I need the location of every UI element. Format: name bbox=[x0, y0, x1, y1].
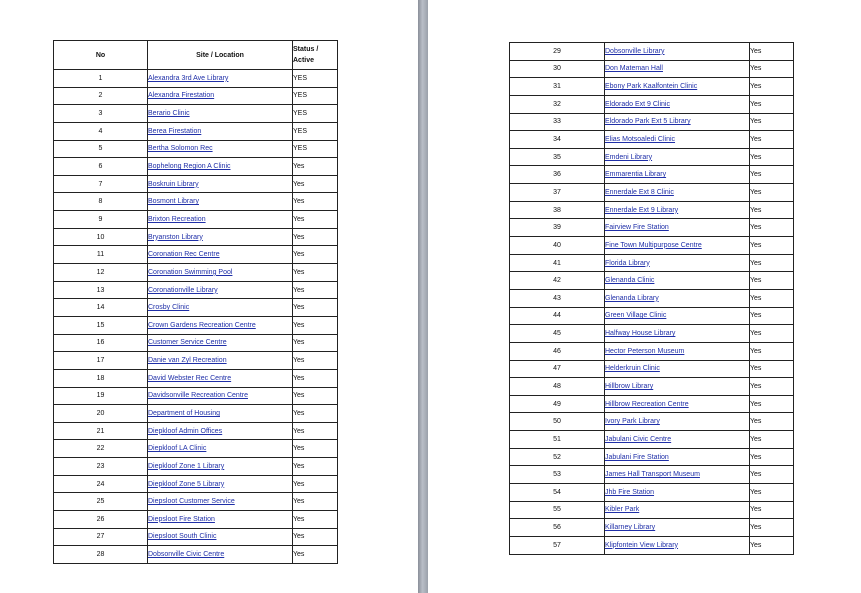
row-number: 50 bbox=[510, 413, 605, 431]
site-link[interactable]: Davidsonville Recreation Centre bbox=[148, 392, 248, 400]
status-cell: YES bbox=[293, 140, 338, 158]
site-link[interactable]: David Webster Rec Centre bbox=[148, 374, 232, 382]
table-row bbox=[54, 175, 338, 193]
row-number: 25 bbox=[54, 493, 148, 511]
row-number: 4 bbox=[54, 122, 148, 140]
site-link[interactable]: Florida Library bbox=[605, 259, 650, 267]
row-number: 14 bbox=[54, 299, 148, 317]
row-number: 16 bbox=[54, 334, 148, 352]
site-cell bbox=[605, 166, 750, 184]
site-link[interactable]: James Hall Transport Museum bbox=[605, 471, 700, 479]
site-link[interactable]: Fine Town Multipurpose Centre bbox=[605, 241, 702, 249]
table-row bbox=[54, 493, 338, 511]
table-row bbox=[54, 246, 338, 264]
row-number: 38 bbox=[510, 201, 605, 219]
row-number: 31 bbox=[510, 78, 605, 96]
site-cell bbox=[605, 342, 750, 360]
status-cell: Yes bbox=[293, 511, 338, 529]
table-row bbox=[54, 264, 338, 282]
status-cell: Yes bbox=[293, 458, 338, 476]
site-cell bbox=[148, 493, 293, 511]
site-cell bbox=[148, 352, 293, 370]
status-cell: Yes bbox=[750, 395, 794, 413]
status-cell: Yes bbox=[293, 422, 338, 440]
status-cell: Yes bbox=[750, 237, 794, 255]
site-link[interactable]: Elias Motsoaledi Clinic bbox=[605, 136, 676, 144]
site-link[interactable]: Klipfontein View Library bbox=[605, 541, 679, 549]
row-number: 43 bbox=[510, 289, 605, 307]
site-cell bbox=[605, 60, 750, 78]
table-row bbox=[510, 378, 794, 396]
site-link[interactable]: Crosby Clinic bbox=[148, 304, 190, 312]
table-row bbox=[54, 475, 338, 493]
status-cell: Yes bbox=[750, 325, 794, 343]
row-number: 32 bbox=[510, 95, 605, 113]
site-link[interactable]: Fairview Fire Station bbox=[605, 224, 669, 232]
status-cell: Yes bbox=[293, 369, 338, 387]
row-number: 15 bbox=[54, 316, 148, 334]
table-row bbox=[510, 237, 794, 255]
row-number: 54 bbox=[510, 484, 605, 502]
site-cell bbox=[605, 78, 750, 96]
site-link[interactable]: Alexandra 3rd Ave Library bbox=[148, 74, 229, 82]
status-cell: Yes bbox=[750, 95, 794, 113]
site-link[interactable]: Killarney Library bbox=[605, 524, 656, 532]
row-number: 20 bbox=[54, 405, 148, 423]
site-link[interactable]: Green Village Clinic bbox=[605, 312, 667, 320]
header-no: No bbox=[54, 41, 148, 70]
site-cell bbox=[605, 360, 750, 378]
site-link[interactable]: Halfway House Library bbox=[605, 330, 676, 338]
table-row bbox=[54, 316, 338, 334]
site-cell bbox=[148, 122, 293, 140]
status-cell: Yes bbox=[293, 281, 338, 299]
row-number: 35 bbox=[510, 148, 605, 166]
status-cell: YES bbox=[293, 122, 338, 140]
site-cell bbox=[605, 148, 750, 166]
site-link[interactable]: Diepkloof LA Clinic bbox=[148, 445, 207, 453]
table-row bbox=[510, 536, 794, 554]
table-header-row bbox=[54, 41, 338, 70]
table-row bbox=[510, 201, 794, 219]
site-link[interactable]: Hillbrow Recreation Centre bbox=[605, 400, 689, 408]
row-number: 56 bbox=[510, 519, 605, 537]
row-number: 19 bbox=[54, 387, 148, 405]
site-cell bbox=[605, 201, 750, 219]
status-cell: Yes bbox=[750, 201, 794, 219]
site-cell bbox=[148, 140, 293, 158]
status-cell: Yes bbox=[750, 484, 794, 502]
site-link[interactable]: Customer Service Centre bbox=[148, 339, 227, 347]
row-number: 41 bbox=[510, 254, 605, 272]
site-cell bbox=[148, 334, 293, 352]
site-cell bbox=[148, 546, 293, 564]
status-cell: Yes bbox=[293, 316, 338, 334]
status-cell: Yes bbox=[750, 448, 794, 466]
row-number: 46 bbox=[510, 342, 605, 360]
row-number: 37 bbox=[510, 184, 605, 202]
table-row bbox=[54, 387, 338, 405]
site-link[interactable]: Boskruin Library bbox=[148, 180, 199, 188]
row-number: 40 bbox=[510, 237, 605, 255]
site-cell bbox=[148, 475, 293, 493]
status-cell: Yes bbox=[293, 334, 338, 352]
site-cell bbox=[605, 501, 750, 519]
row-number: 33 bbox=[510, 113, 605, 131]
site-link[interactable]: Brixton Recreation bbox=[148, 215, 206, 223]
status-cell: Yes bbox=[750, 307, 794, 325]
status-cell: Yes bbox=[293, 211, 338, 229]
site-cell bbox=[605, 519, 750, 537]
site-cell bbox=[148, 246, 293, 264]
table-row bbox=[54, 405, 338, 423]
site-link[interactable]: Berario Clinic bbox=[148, 110, 190, 118]
row-number: 28 bbox=[54, 546, 148, 564]
status-cell: YES bbox=[293, 70, 338, 88]
site-link[interactable]: Danie van Zyl Recreation bbox=[148, 357, 227, 365]
site-cell bbox=[605, 131, 750, 149]
table-row bbox=[54, 140, 338, 158]
site-cell bbox=[148, 387, 293, 405]
row-number: 49 bbox=[510, 395, 605, 413]
site-link[interactable]: Coronationville Library bbox=[148, 286, 218, 294]
table-row bbox=[510, 166, 794, 184]
row-number: 7 bbox=[54, 175, 148, 193]
site-link[interactable]: Jhb Fire Station bbox=[605, 488, 655, 496]
row-number: 17 bbox=[54, 352, 148, 370]
row-number: 3 bbox=[54, 105, 148, 123]
row-number: 11 bbox=[54, 246, 148, 264]
table-row bbox=[54, 352, 338, 370]
table-row bbox=[510, 519, 794, 537]
table-row bbox=[510, 325, 794, 343]
sites-table-right bbox=[509, 42, 794, 555]
status-cell: Yes bbox=[750, 219, 794, 237]
site-link[interactable]: Dobsonville Civic Centre bbox=[148, 551, 225, 559]
status-cell: Yes bbox=[750, 289, 794, 307]
table-row bbox=[54, 528, 338, 546]
status-cell: Yes bbox=[750, 148, 794, 166]
site-cell bbox=[605, 237, 750, 255]
site-link[interactable]: Eldorado Park Ext 5 Library bbox=[605, 118, 691, 126]
site-cell bbox=[605, 378, 750, 396]
site-cell bbox=[148, 405, 293, 423]
site-cell bbox=[605, 413, 750, 431]
status-cell: Yes bbox=[750, 360, 794, 378]
row-number: 44 bbox=[510, 307, 605, 325]
document-page-left bbox=[0, 0, 418, 593]
row-number: 42 bbox=[510, 272, 605, 290]
table-row bbox=[54, 70, 338, 88]
site-cell bbox=[605, 536, 750, 554]
row-number: 21 bbox=[54, 422, 148, 440]
site-cell bbox=[148, 105, 293, 123]
site-link[interactable]: Diepsloot Customer Service bbox=[148, 498, 235, 506]
site-link[interactable]: Diepsloot South Clinic bbox=[148, 533, 217, 541]
table-row bbox=[510, 43, 794, 61]
site-cell bbox=[605, 484, 750, 502]
site-link[interactable]: Don Mateman Hall bbox=[605, 65, 663, 73]
site-link[interactable]: Emmarentia Library bbox=[605, 171, 667, 179]
table-row bbox=[510, 448, 794, 466]
row-number: 8 bbox=[54, 193, 148, 211]
site-cell bbox=[605, 466, 750, 484]
row-number: 52 bbox=[510, 448, 605, 466]
status-cell: Yes bbox=[750, 342, 794, 360]
status-cell: Yes bbox=[293, 299, 338, 317]
site-cell bbox=[605, 95, 750, 113]
site-link[interactable]: Helderkruin Clinic bbox=[605, 365, 660, 373]
row-number: 12 bbox=[54, 264, 148, 282]
status-cell: Yes bbox=[750, 378, 794, 396]
status-cell: Yes bbox=[293, 264, 338, 282]
site-cell bbox=[605, 395, 750, 413]
document-page-right bbox=[428, 0, 861, 593]
site-link[interactable]: Diepkloof Admin Offices bbox=[148, 427, 223, 435]
table-row bbox=[510, 60, 794, 78]
table-row bbox=[54, 228, 338, 246]
page-gutter bbox=[418, 0, 428, 593]
site-link[interactable]: Glenanda Clinic bbox=[605, 277, 655, 285]
table-row bbox=[510, 131, 794, 149]
site-cell bbox=[148, 70, 293, 88]
table-row bbox=[510, 219, 794, 237]
status-cell: Yes bbox=[750, 60, 794, 78]
table-row bbox=[54, 122, 338, 140]
row-number: 53 bbox=[510, 466, 605, 484]
site-link[interactable]: Ebony Park Kaalfontein Clinic bbox=[605, 83, 698, 91]
status-cell: Yes bbox=[750, 184, 794, 202]
row-number: 22 bbox=[54, 440, 148, 458]
row-number: 6 bbox=[54, 158, 148, 176]
table-row bbox=[510, 95, 794, 113]
site-cell bbox=[148, 158, 293, 176]
site-link[interactable]: Glenanda Library bbox=[605, 294, 659, 302]
site-cell bbox=[605, 431, 750, 449]
row-number: 10 bbox=[54, 228, 148, 246]
header-status-line2: Active bbox=[293, 57, 315, 64]
site-link[interactable]: Alexandra Firestation bbox=[148, 92, 215, 100]
table-row bbox=[510, 272, 794, 290]
site-link[interactable]: Coronation Swimming Pool bbox=[148, 268, 233, 276]
site-cell bbox=[148, 458, 293, 476]
table-row bbox=[54, 440, 338, 458]
table-row bbox=[54, 422, 338, 440]
site-cell bbox=[148, 440, 293, 458]
site-link[interactable]: Diepkloof Zone 5 Library bbox=[148, 480, 225, 488]
site-link[interactable]: Jabulani Civic Centre bbox=[605, 435, 672, 443]
site-link[interactable]: Coronation Rec Centre bbox=[148, 251, 220, 259]
table-row bbox=[510, 466, 794, 484]
row-number: 55 bbox=[510, 501, 605, 519]
table-row bbox=[54, 369, 338, 387]
row-number: 29 bbox=[510, 43, 605, 61]
site-link[interactable]: Diepsloot Fire Station bbox=[148, 515, 215, 523]
status-cell: Yes bbox=[750, 519, 794, 537]
status-cell: Yes bbox=[293, 246, 338, 264]
site-link[interactable]: Bosmont Library bbox=[148, 198, 199, 206]
status-cell: Yes bbox=[293, 493, 338, 511]
status-cell: Yes bbox=[293, 405, 338, 423]
table-row bbox=[54, 546, 338, 564]
site-cell bbox=[148, 281, 293, 299]
row-number: 27 bbox=[54, 528, 148, 546]
site-link[interactable]: Ennerdale Ext 8 Clinic bbox=[605, 188, 674, 196]
status-cell: Yes bbox=[293, 475, 338, 493]
row-number: 18 bbox=[54, 369, 148, 387]
row-number: 5 bbox=[54, 140, 148, 158]
status-cell: Yes bbox=[750, 131, 794, 149]
site-cell bbox=[605, 254, 750, 272]
sites-table-left bbox=[53, 40, 338, 564]
site-cell bbox=[148, 528, 293, 546]
site-cell bbox=[148, 211, 293, 229]
status-cell: Yes bbox=[750, 501, 794, 519]
row-number: 24 bbox=[54, 475, 148, 493]
site-link[interactable]: Department of Housing bbox=[148, 409, 220, 417]
header-status-active bbox=[293, 41, 338, 70]
table-row bbox=[510, 484, 794, 502]
table-row bbox=[510, 254, 794, 272]
status-cell: Yes bbox=[750, 431, 794, 449]
site-link[interactable]: Emdeni Library bbox=[605, 153, 653, 161]
row-number: 9 bbox=[54, 211, 148, 229]
site-link[interactable]: Bryanston Library bbox=[148, 233, 203, 241]
site-link[interactable]: Berea Firestation bbox=[148, 127, 202, 135]
row-number: 57 bbox=[510, 536, 605, 554]
site-cell bbox=[605, 325, 750, 343]
status-cell: YES bbox=[293, 87, 338, 105]
status-cell: Yes bbox=[750, 413, 794, 431]
table-row bbox=[510, 289, 794, 307]
site-cell bbox=[148, 175, 293, 193]
site-cell bbox=[605, 448, 750, 466]
row-number: 30 bbox=[510, 60, 605, 78]
table-row bbox=[510, 431, 794, 449]
table-row bbox=[510, 413, 794, 431]
site-cell bbox=[605, 307, 750, 325]
table-row bbox=[510, 184, 794, 202]
row-number: 34 bbox=[510, 131, 605, 149]
status-cell: Yes bbox=[293, 193, 338, 211]
row-number: 26 bbox=[54, 511, 148, 529]
status-cell: Yes bbox=[293, 352, 338, 370]
status-cell: Yes bbox=[293, 387, 338, 405]
table-row bbox=[510, 78, 794, 96]
site-link[interactable]: Dobsonville Library bbox=[605, 47, 665, 55]
site-cell bbox=[148, 511, 293, 529]
status-cell: Yes bbox=[750, 536, 794, 554]
table-row bbox=[54, 87, 338, 105]
status-cell: Yes bbox=[750, 78, 794, 96]
status-cell: Yes bbox=[750, 43, 794, 61]
status-cell: Yes bbox=[293, 228, 338, 246]
table-row bbox=[510, 342, 794, 360]
site-cell bbox=[148, 193, 293, 211]
table-row bbox=[510, 307, 794, 325]
table-row bbox=[54, 334, 338, 352]
table-row bbox=[510, 148, 794, 166]
status-cell: Yes bbox=[293, 546, 338, 564]
site-link[interactable]: Hillbrow Library bbox=[605, 382, 654, 390]
row-number: 48 bbox=[510, 378, 605, 396]
table-row bbox=[54, 158, 338, 176]
site-link[interactable]: Hector Peterson Museum bbox=[605, 347, 685, 355]
status-cell: YES bbox=[293, 105, 338, 123]
table-row bbox=[510, 360, 794, 378]
site-cell bbox=[605, 289, 750, 307]
status-cell: Yes bbox=[293, 158, 338, 176]
site-link[interactable]: Crown Gardens Recreation Centre bbox=[148, 321, 256, 329]
row-number: 39 bbox=[510, 219, 605, 237]
status-cell: Yes bbox=[750, 272, 794, 290]
status-cell: Yes bbox=[750, 113, 794, 131]
row-number: 2 bbox=[54, 87, 148, 105]
status-cell: Yes bbox=[750, 254, 794, 272]
table-row bbox=[54, 211, 338, 229]
table-row bbox=[510, 501, 794, 519]
row-number: 45 bbox=[510, 325, 605, 343]
status-cell: Yes bbox=[750, 466, 794, 484]
status-cell: Yes bbox=[293, 175, 338, 193]
site-cell bbox=[605, 113, 750, 131]
row-number: 51 bbox=[510, 431, 605, 449]
site-link[interactable]: Bertha Solomon Rec bbox=[148, 145, 213, 153]
site-link[interactable]: Ennerdale Ext 9 Library bbox=[605, 206, 679, 214]
site-cell bbox=[148, 87, 293, 105]
header-site-location: Site / Location bbox=[148, 41, 293, 70]
row-number: 13 bbox=[54, 281, 148, 299]
site-link[interactable]: Ivory Park Library bbox=[605, 418, 660, 426]
table-row bbox=[54, 511, 338, 529]
table-row bbox=[54, 299, 338, 317]
status-cell: Yes bbox=[293, 528, 338, 546]
table-row bbox=[54, 458, 338, 476]
site-cell bbox=[605, 184, 750, 202]
status-cell: Yes bbox=[750, 166, 794, 184]
site-cell bbox=[148, 264, 293, 282]
site-cell bbox=[148, 316, 293, 334]
site-cell bbox=[605, 43, 750, 61]
site-cell bbox=[148, 369, 293, 387]
site-link[interactable]: Eldorado Ext 9 Clinic bbox=[605, 100, 670, 108]
header-status-line1: Status / bbox=[293, 46, 319, 53]
site-cell bbox=[148, 228, 293, 246]
table-row bbox=[510, 113, 794, 131]
row-number: 36 bbox=[510, 166, 605, 184]
row-number: 47 bbox=[510, 360, 605, 378]
site-cell bbox=[148, 422, 293, 440]
table-row bbox=[54, 105, 338, 123]
site-cell bbox=[605, 272, 750, 290]
status-cell: Yes bbox=[293, 440, 338, 458]
site-cell bbox=[605, 219, 750, 237]
site-cell bbox=[148, 299, 293, 317]
site-link[interactable]: Jabulani Fire Station bbox=[605, 453, 669, 461]
site-link[interactable]: Diepkloof Zone 1 Library bbox=[148, 462, 225, 470]
table-row bbox=[54, 281, 338, 299]
site-link[interactable]: Kibler Park bbox=[605, 506, 640, 514]
site-link[interactable]: Bophelong Region A Clinic bbox=[148, 163, 231, 171]
row-number: 23 bbox=[54, 458, 148, 476]
table-row bbox=[510, 395, 794, 413]
row-number: 1 bbox=[54, 70, 148, 88]
table-row bbox=[54, 193, 338, 211]
